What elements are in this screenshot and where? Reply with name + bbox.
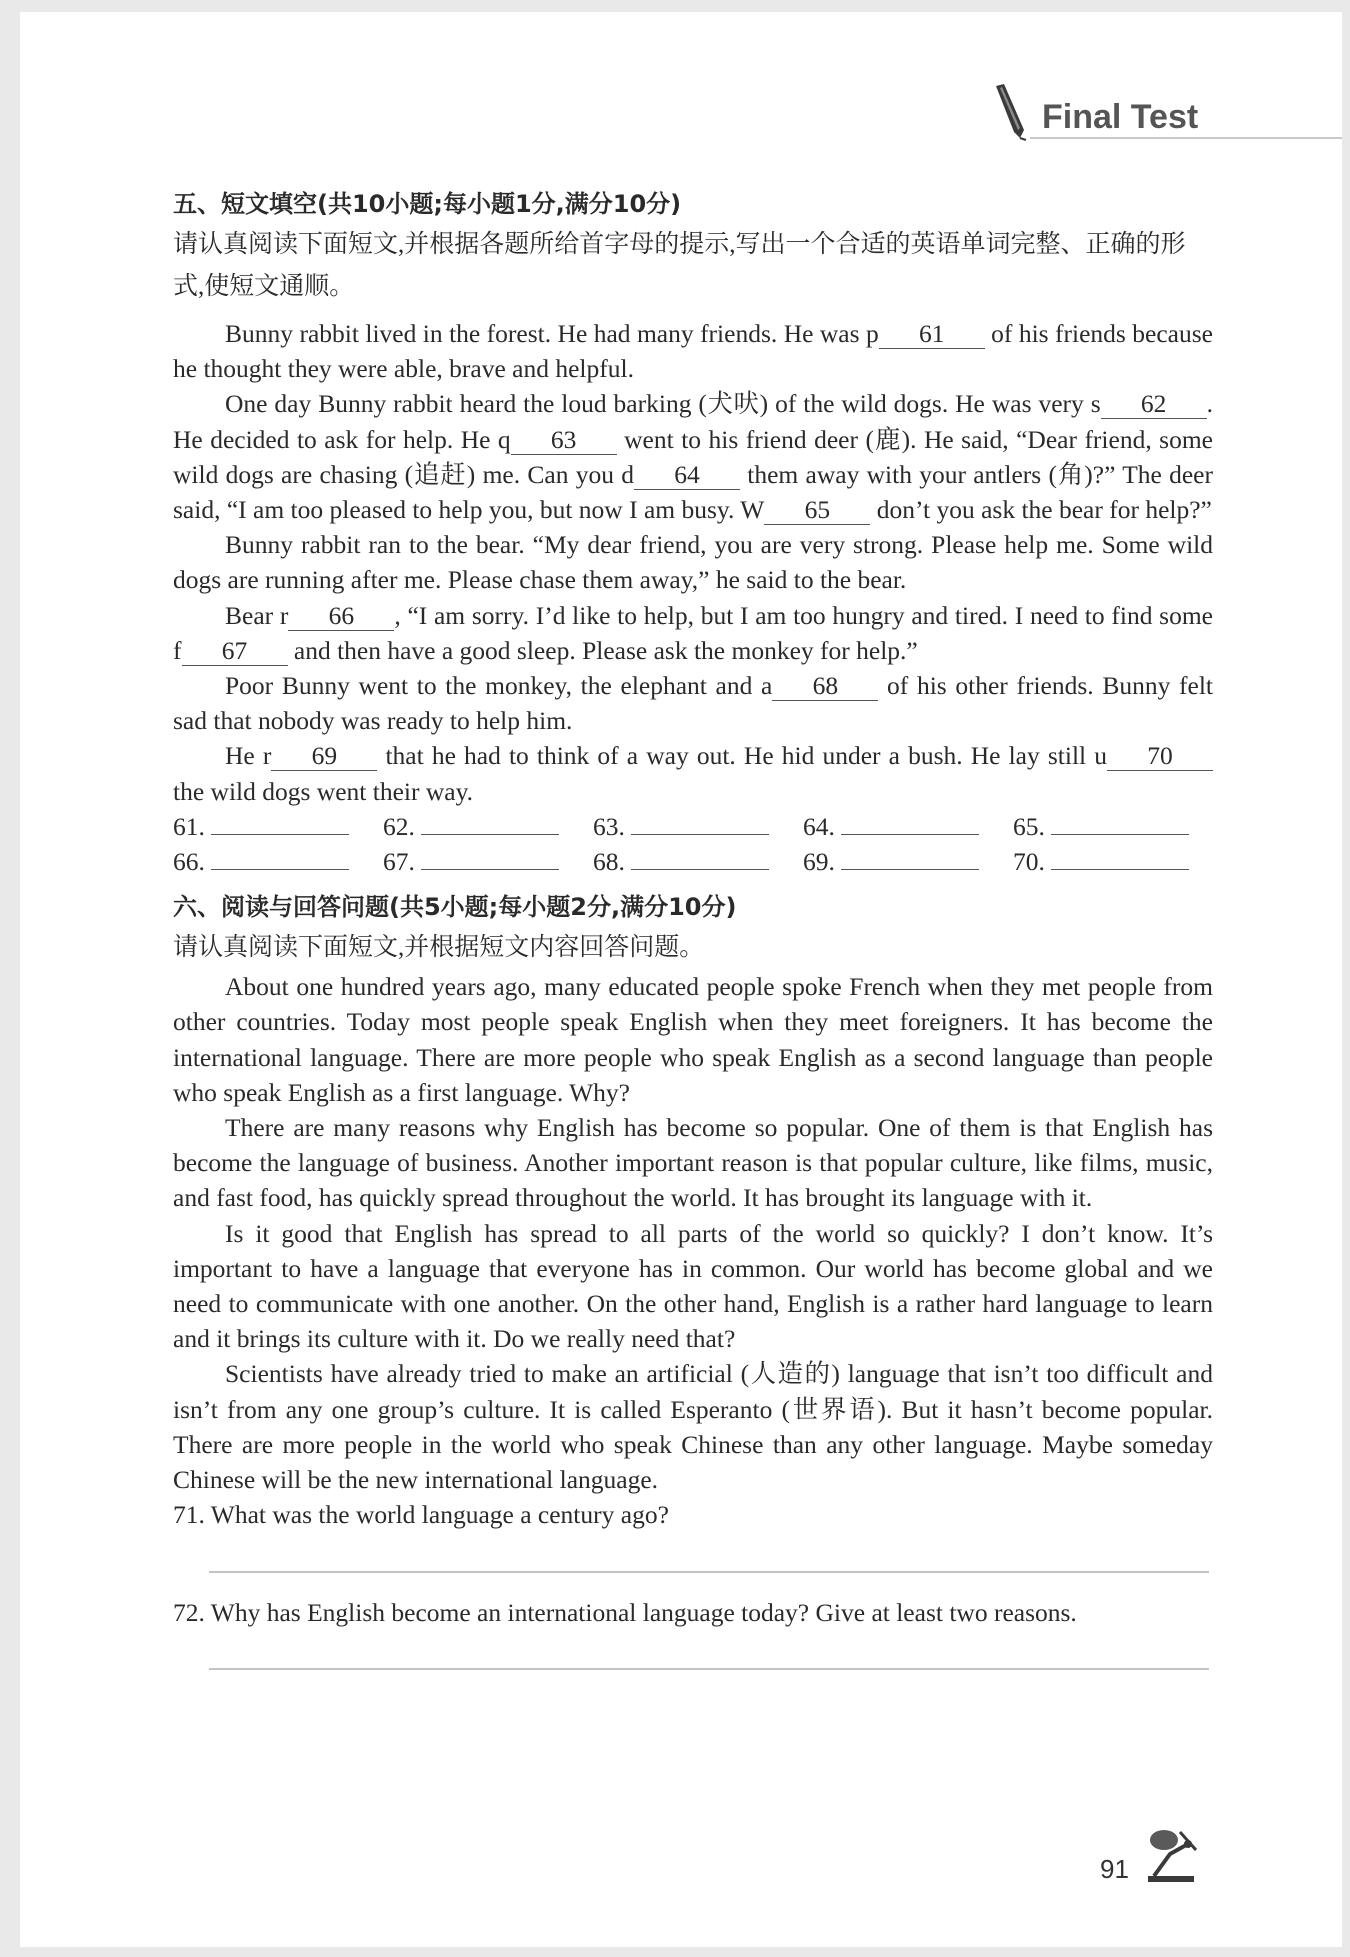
page-header bbox=[990, 82, 1350, 142]
answer-62 bbox=[383, 809, 593, 844]
text-run: . He decided to ask for help. He q bbox=[173, 389, 1213, 454]
passage2-paragraph-2: There are many reasons why English has become so popular. One of them is that English has become the language of business. Another important reason is that popular culture, like films, music, and fast food, has quickly spread throughout the world. It has brought its language with it. bbox=[173, 1113, 1213, 1213]
text-run: , “I am sorry. I’d like to help, but I am too hungry and tired. I need to find some f bbox=[173, 600, 1213, 665]
answer-69 bbox=[803, 844, 1013, 879]
pen-icon bbox=[990, 82, 1030, 142]
section6-instruction: 请认真阅读下面短文,并根据短文内容回答问题。 bbox=[173, 934, 705, 962]
blank-68: 68 bbox=[772, 672, 878, 701]
answer-63 bbox=[593, 809, 803, 844]
passage2-paragraph-1: About one hundred years ago, many educated people spoke French when they met people from other countries. Today most people speak English when they meet foreigners. It has become the international language. There are more people who speak English as a second language than people who speak English as a first language. Why? bbox=[173, 972, 1213, 1107]
section5-instruction: 请认真阅读下面短文,并根据各题所给首字母的提示,写出一个合适的英语单词完整、正确的形式,使短文通顺。 bbox=[173, 231, 1186, 300]
blank-67: 67 bbox=[182, 637, 288, 666]
answer-label: 65. bbox=[1013, 811, 1045, 841]
passage1-paragraph-5 bbox=[173, 668, 1213, 738]
text-run: He r bbox=[225, 741, 272, 771]
answer-line[interactable] bbox=[421, 847, 559, 870]
blank-64: 64 bbox=[634, 461, 740, 490]
text-run: went to his friend deer (鹿). He said, “Dear friend, some wild dogs are chasing (追赶) me. Can you d bbox=[173, 424, 1214, 489]
answer-label: 63. bbox=[593, 811, 625, 841]
answer-line-71[interactable] bbox=[209, 1571, 1209, 1573]
answer-line[interactable] bbox=[841, 847, 979, 870]
blank-62: 62 bbox=[1101, 390, 1207, 419]
answer-line[interactable] bbox=[421, 812, 559, 835]
text-run: don’t you ask the bear for help?” bbox=[870, 495, 1212, 525]
text-run: Bear r bbox=[225, 600, 289, 630]
text-run: of his friends because he thought they were able, brave and helpful. bbox=[173, 319, 1213, 384]
answer-label: 66. bbox=[173, 847, 205, 877]
page bbox=[20, 12, 1342, 1947]
blank-70: 70 bbox=[1107, 742, 1213, 771]
passage2-paragraph-4: Scientists have already tried to make an artificial (人造的) language that isn’t too difficult and isn’t from any one group’s culture. It is called Esperanto (世界语). But it hasn’t become popular. There are more people in the world who speak Chinese than any other language. Maybe someday Chinese will be the new international language. bbox=[173, 1359, 1213, 1495]
text-run: and then have a good sleep. Please ask the monkey for help.” bbox=[287, 635, 918, 665]
answer-61 bbox=[173, 809, 383, 844]
text-run: that he had to think of a way out. He hid under a bush. He lay still u bbox=[377, 741, 1107, 771]
text-run: of his other friends. Bunny felt sad that nobody was ready to help him. bbox=[173, 671, 1213, 736]
text-run: the wild dogs went their way. bbox=[173, 776, 474, 806]
answer-label: 69. bbox=[803, 847, 835, 877]
blank-66: 66 bbox=[288, 602, 394, 631]
answer-67 bbox=[383, 844, 593, 879]
passage1-paragraph-4 bbox=[173, 598, 1213, 668]
blank-65: 65 bbox=[764, 496, 870, 525]
answer-label: 64. bbox=[803, 811, 835, 841]
answer-line[interactable] bbox=[841, 812, 979, 835]
header-title: Final Test bbox=[1042, 98, 1199, 136]
section5-title: 五、短文填空(共10小题;每小题1分,满分10分) bbox=[173, 190, 682, 218]
answer-line[interactable] bbox=[631, 847, 769, 870]
answer-label: 61. bbox=[173, 811, 205, 841]
text-run: them away with your antlers (角)?” The deer said, “I am too pleased to help you, but now I am busy. W bbox=[173, 459, 1213, 525]
blank-63: 63 bbox=[511, 426, 617, 455]
passage2-paragraph-3: Is it good that English has spread to all parts of the world so quickly? I don’t know. It’s important to have a language that everyone has in common. Our world has become global and we need to communicate with one another. On the other hand, English is a rather hard language to learn and it brings its culture with it. Do we really need that? bbox=[173, 1218, 1213, 1354]
question-71: 71. What was the world language a century ago? bbox=[173, 1500, 669, 1530]
answer-68 bbox=[593, 844, 803, 879]
passage1-paragraph-3: Bunny rabbit ran to the bear. “My dear friend, you are very strong. Please help me. Some wild dogs are running after me. Please chase them away,” he said to the bear. bbox=[173, 530, 1213, 595]
answer-label: 68. bbox=[593, 847, 625, 877]
answer-70 bbox=[1013, 844, 1223, 879]
text-run: Bunny rabbit lived in the forest. He had many friends. He was p bbox=[225, 319, 879, 348]
main-content bbox=[173, 184, 1213, 1692]
passage1-paragraph-1 bbox=[173, 316, 1213, 386]
text-run: One day Bunny rabbit heard the loud barking (犬吠) of the wild dogs. He was very s bbox=[225, 389, 1101, 419]
answer-grid bbox=[173, 809, 1213, 879]
answer-label: 67. bbox=[383, 847, 415, 877]
answer-line[interactable] bbox=[211, 812, 349, 835]
desk-lamp-icon bbox=[1140, 1824, 1210, 1884]
answer-line[interactable] bbox=[211, 847, 349, 870]
answer-line[interactable] bbox=[1051, 847, 1189, 870]
text-run: Poor Bunny went to the monkey, the elephant and a bbox=[225, 671, 773, 701]
blank-69: 69 bbox=[271, 742, 377, 771]
answer-line[interactable] bbox=[1051, 812, 1189, 835]
question-72: 72. Why has English become an international language today? Give at least two reasons. bbox=[173, 1597, 1077, 1627]
passage1-paragraph-6 bbox=[173, 738, 1213, 808]
answer-line-72[interactable] bbox=[209, 1668, 1209, 1670]
answer-label: 62. bbox=[383, 811, 415, 841]
passage1-paragraph-2 bbox=[173, 386, 1213, 527]
answer-line[interactable] bbox=[631, 812, 769, 835]
section6-title: 六、阅读与回答问题(共5小题;每小题2分,满分10分) bbox=[173, 893, 737, 922]
answer-66 bbox=[173, 844, 383, 879]
answer-65 bbox=[1013, 809, 1223, 844]
answer-64 bbox=[803, 809, 1013, 844]
page-number: 91 bbox=[1100, 1854, 1129, 1884]
answer-label: 70. bbox=[1013, 847, 1045, 877]
blank-61: 61 bbox=[879, 320, 985, 349]
header-rule bbox=[1030, 137, 1342, 139]
